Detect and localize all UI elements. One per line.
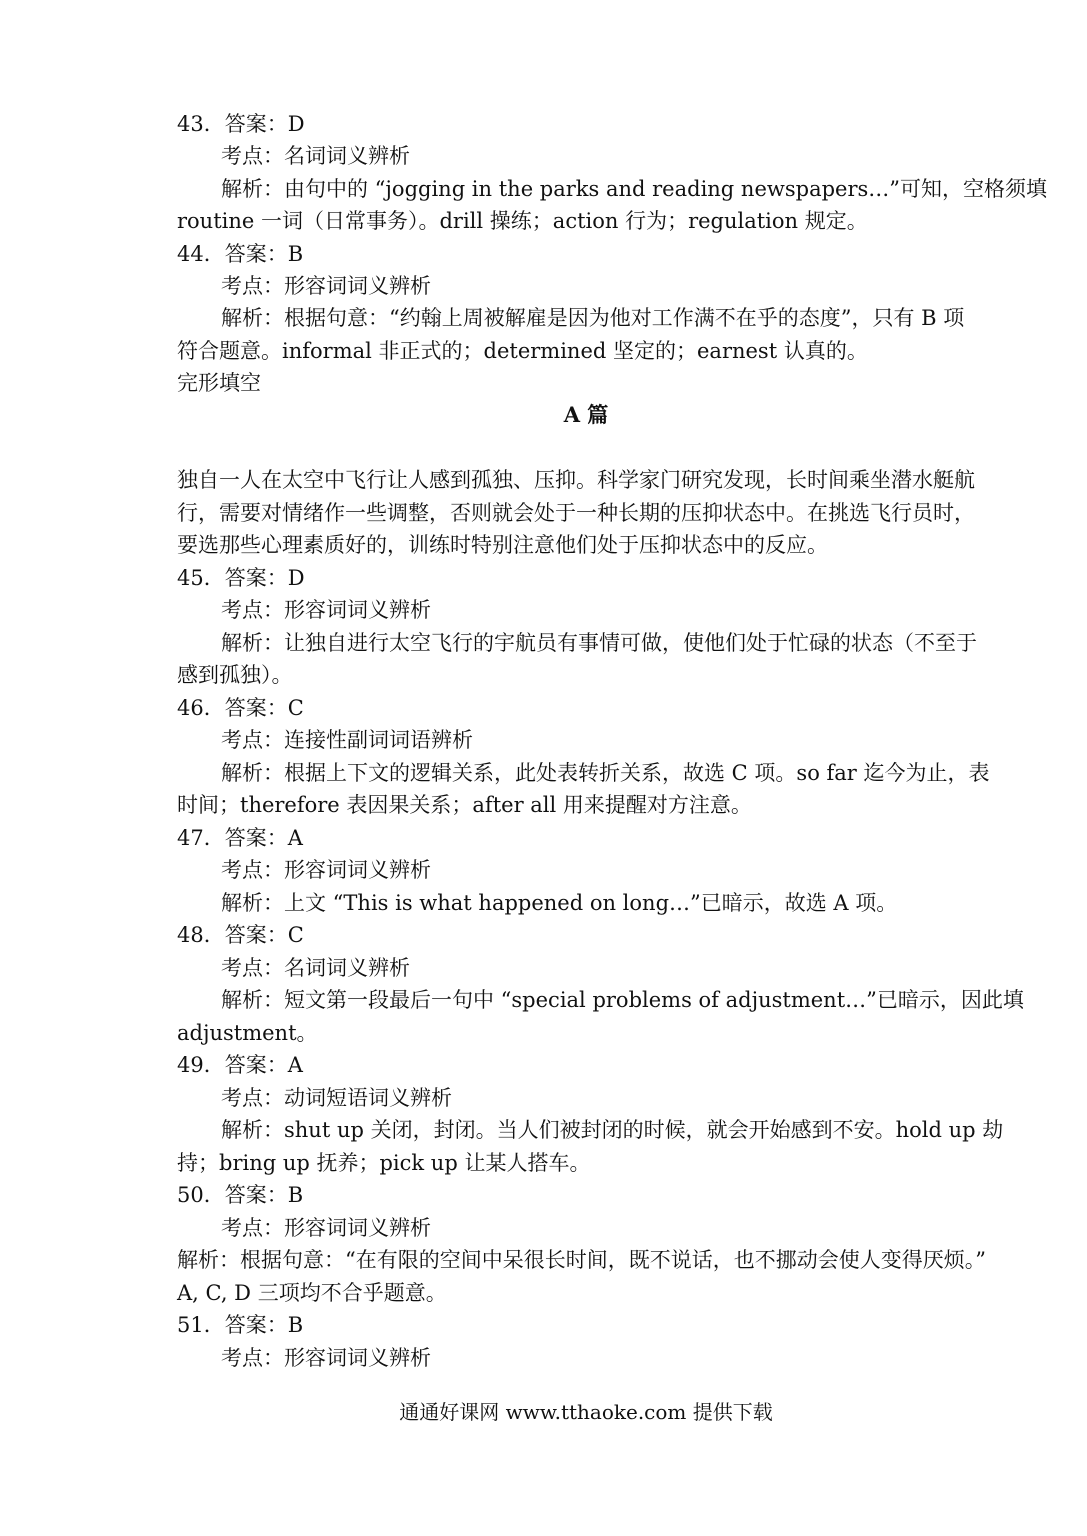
analysis-49-line1: 解析：shut up 关闭，封闭。当人们被封闭的时候，就会开始感到不安。hold up 劫 (221, 1118, 1004, 1142)
point-47: 考点：形容词词义辨析 (221, 858, 431, 882)
answer-48: 48．答案：C (177, 923, 304, 947)
analysis-44-line1: 解析：根据句意：“约翰上周被解雇是因为他对工作满不在乎的态度”，只有 B 项 (221, 306, 965, 330)
answer-51: 51．答案：B (177, 1313, 304, 1337)
analysis-45-line1: 解析：让独自进行太空飞行的宇航员有事情可做，使他们处于忙碌的状态（不至于 (221, 631, 977, 655)
analysis-45-line2: 感到孤独）。 (177, 663, 293, 687)
point-48: 考点：名词词义辨析 (221, 956, 410, 980)
point-50: 考点：形容词词义辨析 (221, 1216, 431, 1240)
analysis-49-line2: 持；bring up 抚养；pick up 让某人搭车。 (177, 1151, 591, 1175)
answer-49: 49．答案：A (177, 1053, 303, 1077)
passage-line-1: 独自一人在太空中飞行让人感到孤独、压抑。科学家门研究发现，长时间乘坐潜水艇航 (177, 468, 975, 492)
answer-43: 43．答案：D (177, 112, 305, 136)
point-49: 考点：动词短语词义辨析 (221, 1086, 452, 1110)
analysis-47-line1: 解析：上文 “This is what happened on long…”已暗示，故选 A 项。 (221, 891, 898, 915)
answer-50: 50．答案：B (177, 1183, 304, 1207)
analysis-50-line2: A, C, D 三项均不合乎题意。 (177, 1281, 447, 1305)
analysis-48-line1: 解析：短文第一段最后一句中 “special problems of adjustment…”已暗示，因此填 (221, 988, 1024, 1012)
analysis-43-line1: 解析：由句中的 “jogging in the parks and reading newspapers…”可知，空格须填 (221, 177, 1048, 201)
answer-47: 47．答案：A (177, 826, 303, 850)
passage-heading: A 篇 (563, 402, 609, 427)
analysis-50-line1: 解析：根据句意：“在有限的空间中呆很长时间，既不说话，也不挪动会使人变得厌烦。” (177, 1248, 986, 1272)
point-43: 考点：名词词义辨析 (221, 144, 410, 168)
passage-line-2: 行，需要对情绪作一些调整，否则就会处于一种长期的压抑状态中。在挑选飞行员时， (177, 501, 975, 525)
analysis-48-line2: adjustment。 (177, 1021, 318, 1045)
analysis-46-line2: 时间；therefore 表因果关系；after all 用来提醒对方注意。 (177, 793, 752, 817)
answer-44: 44．答案：B (177, 242, 304, 266)
answer-46: 46．答案：C (177, 696, 304, 720)
page-footer: 通通好课网 www.tthaoke.com 提供下载 (399, 1400, 773, 1424)
analysis-43-line2: routine 一词（日常事务）。drill 操练；action 行为；regulation 规定。 (177, 209, 868, 233)
analysis-44-line2: 符合题意。informal 非正式的；determined 坚定的；earnest 认真的。 (177, 339, 868, 363)
passage-line-3: 要选那些心理素质好的，训练时特别注意他们处于压抑状态中的反应。 (177, 533, 828, 557)
point-45: 考点：形容词词义辨析 (221, 598, 431, 622)
point-44: 考点：形容词词义辨析 (221, 274, 431, 298)
answer-45: 45．答案：D (177, 566, 305, 590)
analysis-46-line1: 解析：根据上下文的逻辑关系，此处表转折关系，故选 C 项。so far 迄今为止，表 (221, 761, 990, 785)
section-label: 完形填空 (177, 371, 261, 395)
point-51: 考点：形容词词义辨析 (221, 1346, 431, 1370)
point-46: 考点：连接性副词词语辨析 (221, 728, 473, 752)
